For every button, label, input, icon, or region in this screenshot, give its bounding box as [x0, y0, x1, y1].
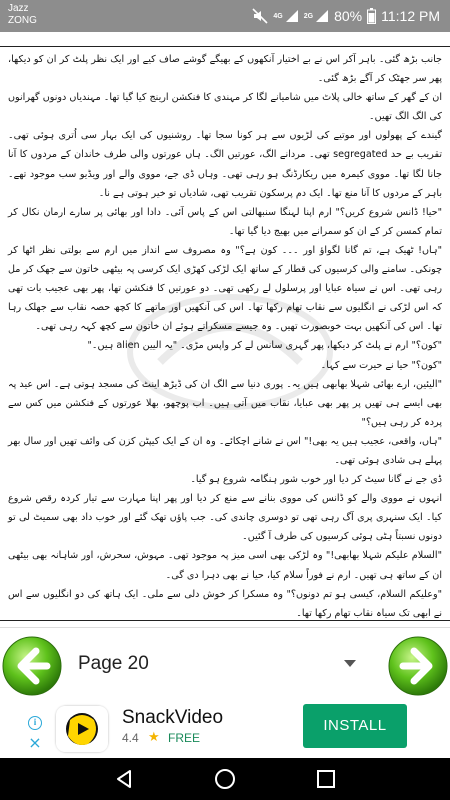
battery-percent: 80% — [334, 8, 363, 24]
back-icon[interactable] — [113, 768, 135, 790]
recents-icon[interactable] — [315, 768, 337, 790]
ad-rating: 4.4 — [122, 731, 139, 745]
page-select-dropdown[interactable] — [72, 648, 364, 682]
paragraph: "حیا! ڈانس شروع کریں؟" ارم اپنا لہنگا سنبھالتی اس کے پاس آئی۔ دادا اور بھائی پر سارے ارمان نکال کر تمام کمسن کر کے ان کو سمرانے میں بھیج دیا گیا تھا۔ — [8, 206, 442, 237]
network-type-1: 4G — [273, 12, 283, 20]
page-navigation-bar — [0, 627, 450, 702]
paragraph: ڈی جے نے گانا سیٹ کر دیا اور خوب شور ہنگامہ شروع ہو گیا۔ — [190, 474, 442, 486]
system-navigation-bar — [0, 758, 450, 800]
battery-icon — [367, 8, 376, 24]
install-button[interactable]: INSTALL — [303, 704, 407, 748]
paragraph: "وعلیکم السلام، کیسی ہو تم دونوں؟" وہ مسکرا کر خوش دلی سے ملی۔ ایک ہاتھ کی دو انگلیوں سے اس نے ابھی تک سیاہ نقاب تھام رکھا تھا۔ — [8, 588, 442, 619]
paragraph: "ہاں، واقعی، عجیب ہیں یہ بھی!" اس نے شانے اچکائے۔ وہ ان کے ایک کیپٹن کزن کی وائف تھیں اور سال بھر پہلے ہی شادی ہوئی تھی۔ — [8, 435, 442, 466]
page-top-rule — [0, 46, 450, 47]
paragraph: "کون؟" حیا نے حیرت سے کہا۔ — [320, 359, 442, 371]
left-arrow-icon[interactable] — [2, 636, 62, 696]
signal-icon-2 — [315, 9, 329, 23]
star-icon: ★ — [148, 730, 160, 745]
chevron-down-icon — [344, 660, 356, 667]
ad-app-name[interactable]: SnackVideo — [122, 707, 224, 728]
paragraph: "السلام علیکم شہلا بھابھی!" وہ لڑکی بھی اسی میز پہ موجود تھی۔ مہوش، سحرش، اور شاہانہ بھی بیٹھی ان کے ساتھ ہی تھیں۔ ارم نے فوراً سلام کیا، حیا نے بھی دہرا دی گی۔ — [8, 550, 442, 581]
signal-icon-1 — [285, 9, 299, 23]
carrier-info — [8, 3, 37, 27]
paragraph: جانب بڑھ گئی۔ باہر آکر اس نے بے اختیار آنکھوں کے بھیگے گوشے صاف کیے اور ایک نظر پلٹ کر ان کو دیکھا، پھر سر جھٹک کر آگے بڑھ گئی۔ — [8, 54, 442, 85]
ad-close-icon[interactable]: × — [28, 733, 42, 752]
network-type-2: 2G — [303, 12, 314, 20]
home-icon[interactable] — [214, 768, 236, 790]
right-arrow-icon[interactable] — [388, 636, 448, 696]
carrier-name-2: ZONG — [8, 15, 37, 26]
ad-price: FREE — [168, 731, 201, 745]
page-body-text — [8, 50, 442, 642]
ad-info-icon[interactable]: i — [28, 716, 42, 730]
status-bar — [0, 0, 450, 32]
status-icons — [252, 0, 440, 32]
paragraph: "کون؟" ارم نے پلٹ کر دیکھا، پھر گہری سانس لے کر واپس مڑی۔ "یہ الیین alien ہیں۔" — [87, 340, 442, 352]
paragraph: ان کے گھر کے ساتھ خالی پلاٹ میں شامیانے لگا کر مہندی کا فنکشن ارینج کیا گیا تھا۔ مہندیاں دونوں گھرانوں کی الگ الگ تھیں۔ — [8, 92, 442, 123]
mute-icon — [252, 8, 268, 24]
page-number-label: Page 20 — [78, 653, 149, 674]
paragraph: انہوں نے مووی والے کو ڈانس کی مووی بنانے سے منع کر دیا اور پھر اپنا مہارت سے تیار کردہ رقص شروع کیا۔ ایک سنہری پری آگ رہی تھی تو دوسری چاندی کی۔ جب پاؤں تھک گئے اور خوب داد بھی سمیٹ لی تو دونوں نسبتاً ہٹی ہوئی کرسیوں کی طرف آ گئیں۔ — [8, 493, 442, 543]
document-page[interactable] — [0, 32, 450, 627]
paragraph: "الیئین، ارے بھائی شہلا بھابھی ہیں یہ۔ پوری دنیا سے الگ ان کی ڈیڑھ اینٹ کی مسجد ہوتی ہے۔ اس عید پہ بھی ایسے ہی تھیں پر پھر بھی عبایا، نقاب میں آتی ہیں۔ اب پوچھو، بھلا عورتوں کے فنکشن میں کس سے پردہ کر رہی ہیں؟" — [8, 378, 442, 428]
carrier-name-1: Jazz — [8, 3, 29, 14]
clock: 11:12 PM — [381, 8, 440, 24]
ad-banner[interactable] — [0, 702, 450, 758]
snackvideo-logo-icon[interactable] — [56, 706, 108, 752]
paragraph: "ہاں! ٹھیک ہے، تم گانا لگواؤ اور ۔۔۔ کون ہے؟" وہ مصروف سے انداز میں ارم سے بولتی نظر اٹھا کر چونکی۔ سامنے والی کرسیوں کی قطار کے ساتھ ایک لڑکی کھڑی ایک کرسی پہ بیٹھی خاتون سے جھک کر مل رہی تھی۔ اس نے سیاہ عبایا اور پرسلول لے رکھی تھی۔ دو عورتیں کا فنکشن تھا، پھر بھی عجیب بات تھی کہ اس لڑکی نے انگلیوں سے نقاب تھام رکھا تھا۔ اس کی آنکھیں اور ماتھے کا کچھ حصہ نقاب سے جھلک رہا تھا۔ اس کی آنکھیں بہت خوبصورت تھیں۔ وہ جیسے مسکراتے ہوئے ان خاتون سے کچھ کہہ رہی تھی۔ — [8, 244, 442, 333]
paragraph: گیندے کے پھولوں اور موتیے کی لڑیوں سے ہر کونا سجا تھا۔ روشنیوں کی ایک بہار سی اُتری ہوئی تھی۔ تقریب بے حد segregated تھی۔ مردانے الگ، عورتیں الگ۔ ہاں عورتوں والی طرف خاندان کے مردوں کا آنا جانا لگا تھا۔ مووی کیمرہ میں ریکارڈنگ ہو رہی تھی۔ وہاں ڈی جے، مووی والے اور ویڈیو سب موجود تھے۔ باہر کے مردوں کا آنا منع تھا۔ ایک دم پرسکون تقریب تھی، شادیاں تو خیر ہوتی ہے نا۔ — [8, 130, 442, 199]
page-bottom-rule — [0, 620, 450, 621]
